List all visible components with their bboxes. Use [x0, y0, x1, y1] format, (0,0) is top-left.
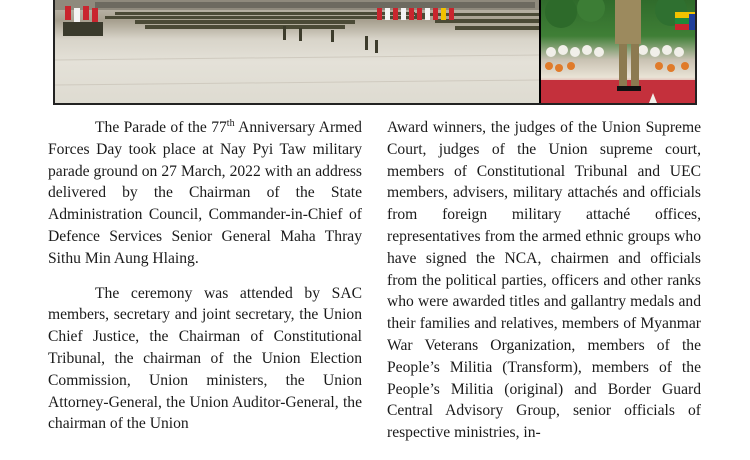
senior-general-photo — [541, 0, 697, 103]
article-paragraph-2: The ceremony was attended by SAC members, secretary and joint secretary, the Union Chief Justice, the Chairman of Constitutional Tribunal, the chairman of the Union Election Commission, Union ministers, the Union Attorney-General, the Union Auditor-General, the chairman of the Union — [48, 284, 362, 433]
article-column-right — [387, 117, 701, 457]
article-column-left — [48, 117, 362, 448]
parade-photo-frame — [53, 0, 697, 105]
article-paragraph-1 — [48, 117, 362, 270]
ordinal-superscript: th — [226, 117, 235, 129]
parade-ground-photo — [55, 0, 539, 103]
article-paragraph-3: Award winners, the judges of the Union Supreme Court, judges of the Union supreme court, members of Constitutional Tribunal and UEC members, advisers, military attachés and officials from foreign military attaché offices, representatives from the armed ethnic groups who have signed the NCA, chairmen and officials from the political parties, officers and other ranks who were awarded titles and gallantry medals and their families and relatives, members of Myanmar War Veterans Organization, members of the People’s Militia (Transform), members of the People’s Militia (original) and Border Guard Central Advisory Group, senior officials of respective ministries, in- — [387, 119, 701, 442]
paragraph-1-body: Anniversary Armed Forces Day took place at Nay Pyi Taw military parade ground on 27 March, 2022 with an address delivered by the Chairman of the State Administration Council, Commander-in-Chief of Defence Services Senior General Maha Thray Sithu Min Aung Hlaing. — [48, 119, 362, 267]
parade-ground-illustration — [55, 0, 539, 103]
paragraph-1-lead: The Parade of the 77 — [95, 119, 227, 136]
address-podium-illustration — [541, 0, 697, 103]
